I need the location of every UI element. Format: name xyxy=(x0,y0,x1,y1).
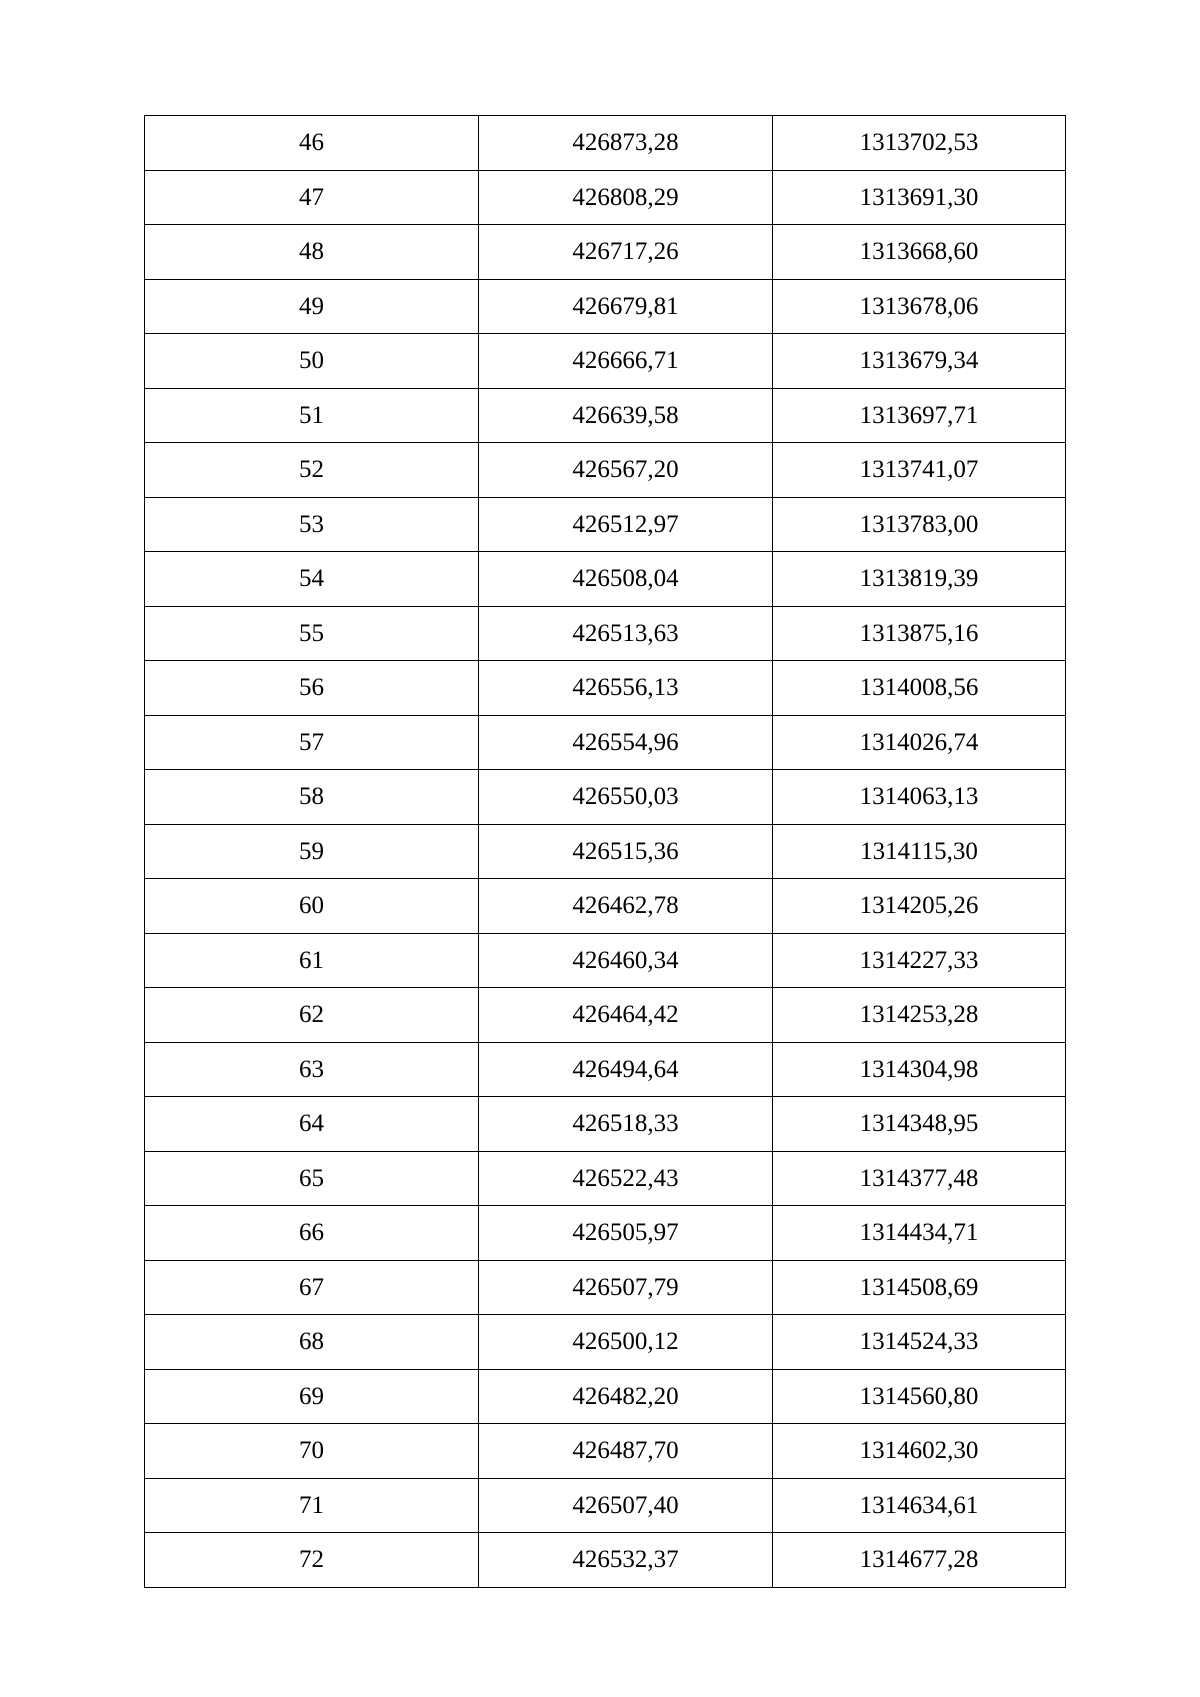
table-row xyxy=(145,443,1066,498)
x-coordinate-cell: 426507,79 xyxy=(479,1260,773,1315)
y-coordinate-cell: 1313678,06 xyxy=(773,279,1066,334)
point-number-cell: 53 xyxy=(145,497,479,552)
point-number-cell: 48 xyxy=(145,225,479,280)
y-coordinate-cell: 1314508,69 xyxy=(773,1260,1066,1315)
table-row xyxy=(145,1042,1066,1097)
table-row xyxy=(145,1369,1066,1424)
x-coordinate-cell: 426666,71 xyxy=(479,334,773,389)
point-number-cell: 67 xyxy=(145,1260,479,1315)
point-number-cell: 56 xyxy=(145,661,479,716)
coordinates-table xyxy=(144,115,1066,1588)
x-coordinate-cell: 426464,42 xyxy=(479,988,773,1043)
x-coordinate-cell: 426513,63 xyxy=(479,606,773,661)
table-row xyxy=(145,388,1066,443)
table-row xyxy=(145,879,1066,934)
y-coordinate-cell: 1314677,28 xyxy=(773,1533,1066,1588)
x-coordinate-cell: 426532,37 xyxy=(479,1533,773,1588)
point-number-cell: 57 xyxy=(145,715,479,770)
table-row xyxy=(145,170,1066,225)
y-coordinate-cell: 1314205,26 xyxy=(773,879,1066,934)
y-coordinate-cell: 1314026,74 xyxy=(773,715,1066,770)
x-coordinate-cell: 426554,96 xyxy=(479,715,773,770)
x-coordinate-cell: 426522,43 xyxy=(479,1151,773,1206)
y-coordinate-cell: 1313702,53 xyxy=(773,116,1066,171)
point-number-cell: 62 xyxy=(145,988,479,1043)
x-coordinate-cell: 426512,97 xyxy=(479,497,773,552)
y-coordinate-cell: 1313783,00 xyxy=(773,497,1066,552)
table-row xyxy=(145,1478,1066,1533)
x-coordinate-cell: 426567,20 xyxy=(479,443,773,498)
y-coordinate-cell: 1313679,34 xyxy=(773,334,1066,389)
x-coordinate-cell: 426462,78 xyxy=(479,879,773,934)
table-row xyxy=(145,1424,1066,1479)
y-coordinate-cell: 1313691,30 xyxy=(773,170,1066,225)
y-coordinate-cell: 1314304,98 xyxy=(773,1042,1066,1097)
x-coordinate-cell: 426487,70 xyxy=(479,1424,773,1479)
table-row xyxy=(145,1315,1066,1370)
point-number-cell: 60 xyxy=(145,879,479,934)
table-row xyxy=(145,1097,1066,1152)
table-row xyxy=(145,770,1066,825)
point-number-cell: 58 xyxy=(145,770,479,825)
table-row xyxy=(145,715,1066,770)
table-row xyxy=(145,1206,1066,1261)
x-coordinate-cell: 426679,81 xyxy=(479,279,773,334)
y-coordinate-cell: 1314115,30 xyxy=(773,824,1066,879)
table-row xyxy=(145,824,1066,879)
y-coordinate-cell: 1314560,80 xyxy=(773,1369,1066,1424)
point-number-cell: 50 xyxy=(145,334,479,389)
x-coordinate-cell: 426639,58 xyxy=(479,388,773,443)
y-coordinate-cell: 1314434,71 xyxy=(773,1206,1066,1261)
x-coordinate-cell: 426515,36 xyxy=(479,824,773,879)
y-coordinate-cell: 1313668,60 xyxy=(773,225,1066,280)
x-coordinate-cell: 426482,20 xyxy=(479,1369,773,1424)
x-coordinate-cell: 426556,13 xyxy=(479,661,773,716)
x-coordinate-cell: 426505,97 xyxy=(479,1206,773,1261)
x-coordinate-cell: 426808,29 xyxy=(479,170,773,225)
table-row xyxy=(145,606,1066,661)
point-number-cell: 68 xyxy=(145,1315,479,1370)
x-coordinate-cell: 426873,28 xyxy=(479,116,773,171)
table-row xyxy=(145,933,1066,988)
table-row xyxy=(145,279,1066,334)
point-number-cell: 63 xyxy=(145,1042,479,1097)
point-number-cell: 49 xyxy=(145,279,479,334)
coordinates-table-body xyxy=(145,116,1066,1588)
point-number-cell: 52 xyxy=(145,443,479,498)
table-row xyxy=(145,334,1066,389)
x-coordinate-cell: 426508,04 xyxy=(479,552,773,607)
y-coordinate-cell: 1314602,30 xyxy=(773,1424,1066,1479)
table-row xyxy=(145,1151,1066,1206)
table-row xyxy=(145,1533,1066,1588)
point-number-cell: 71 xyxy=(145,1478,479,1533)
table-row xyxy=(145,225,1066,280)
point-number-cell: 55 xyxy=(145,606,479,661)
y-coordinate-cell: 1314253,28 xyxy=(773,988,1066,1043)
point-number-cell: 61 xyxy=(145,933,479,988)
point-number-cell: 64 xyxy=(145,1097,479,1152)
point-number-cell: 69 xyxy=(145,1369,479,1424)
y-coordinate-cell: 1314524,33 xyxy=(773,1315,1066,1370)
point-number-cell: 70 xyxy=(145,1424,479,1479)
table-row xyxy=(145,552,1066,607)
y-coordinate-cell: 1313875,16 xyxy=(773,606,1066,661)
y-coordinate-cell: 1313697,71 xyxy=(773,388,1066,443)
y-coordinate-cell: 1313819,39 xyxy=(773,552,1066,607)
table-row xyxy=(145,988,1066,1043)
y-coordinate-cell: 1313741,07 xyxy=(773,443,1066,498)
point-number-cell: 65 xyxy=(145,1151,479,1206)
point-number-cell: 59 xyxy=(145,824,479,879)
x-coordinate-cell: 426494,64 xyxy=(479,1042,773,1097)
y-coordinate-cell: 1314377,48 xyxy=(773,1151,1066,1206)
y-coordinate-cell: 1314348,95 xyxy=(773,1097,1066,1152)
x-coordinate-cell: 426507,40 xyxy=(479,1478,773,1533)
y-coordinate-cell: 1314227,33 xyxy=(773,933,1066,988)
y-coordinate-cell: 1314634,61 xyxy=(773,1478,1066,1533)
x-coordinate-cell: 426717,26 xyxy=(479,225,773,280)
point-number-cell: 51 xyxy=(145,388,479,443)
point-number-cell: 66 xyxy=(145,1206,479,1261)
table-row xyxy=(145,116,1066,171)
x-coordinate-cell: 426550,03 xyxy=(479,770,773,825)
table-row xyxy=(145,497,1066,552)
point-number-cell: 54 xyxy=(145,552,479,607)
table-row xyxy=(145,1260,1066,1315)
point-number-cell: 46 xyxy=(145,116,479,171)
point-number-cell: 72 xyxy=(145,1533,479,1588)
table-row xyxy=(145,661,1066,716)
x-coordinate-cell: 426500,12 xyxy=(479,1315,773,1370)
y-coordinate-cell: 1314063,13 xyxy=(773,770,1066,825)
x-coordinate-cell: 426518,33 xyxy=(479,1097,773,1152)
x-coordinate-cell: 426460,34 xyxy=(479,933,773,988)
y-coordinate-cell: 1314008,56 xyxy=(773,661,1066,716)
point-number-cell: 47 xyxy=(145,170,479,225)
